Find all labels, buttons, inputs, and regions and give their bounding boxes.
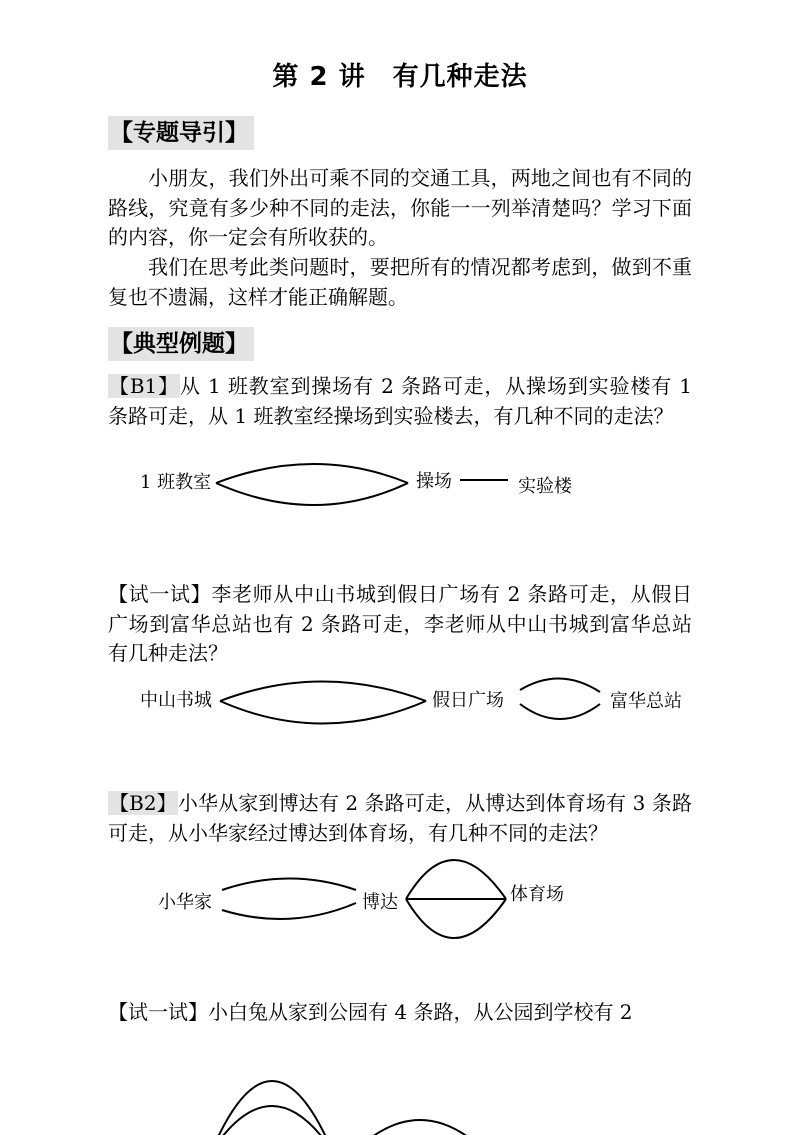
route-line: [406, 860, 506, 899]
place-label-stadium: 体育场: [510, 884, 564, 905]
place-label-xiaohua-home: 小华家: [158, 892, 212, 913]
route-line: [222, 1106, 322, 1135]
route-line: [216, 483, 408, 505]
section-heading-examples: 【典型例题】: [108, 327, 254, 361]
route-line: [222, 879, 356, 891]
problem-tag-try2: 【试一试】: [108, 1000, 208, 1024]
problem-try1-text: 李老师从中山书城到假日广场有 2 条路可走，从假日广场到富华总站也有 2 条路可走，李老师从中山书城到富华总站有几种走法？: [108, 582, 692, 665]
route-diagram-try2-partial: [0, 1055, 800, 1135]
place-label-fuhua-station: 富华总站: [610, 691, 682, 712]
route-line: [406, 899, 506, 938]
route-line: [520, 678, 600, 692]
route-line: [220, 701, 426, 724]
problem-tag-try1: 【试一试】: [108, 582, 212, 606]
problem-try2: [108, 998, 692, 1028]
route-diagram-b2: [0, 855, 800, 950]
intro-paragraph-2: 我们在思考此类问题时，要把所有的情况都考虑到，做到不重复也不遗漏，这样才能正确解题。: [108, 255, 692, 309]
problem-b1: [108, 372, 692, 431]
place-label-boda: 博达: [362, 892, 398, 913]
route-diagram-try1: [0, 668, 800, 738]
route-line: [222, 903, 356, 919]
section-heading-intro: 【专题导引】: [108, 116, 254, 150]
route-diagram-b1: [0, 455, 800, 515]
route-line: [216, 464, 408, 483]
route-line: [520, 704, 600, 719]
problem-try2-text: 小白兔从家到公园有 4 条路，从公园到学校有 2: [208, 1000, 633, 1024]
place-label-holiday-plaza: 假日广场: [432, 690, 504, 711]
problem-tag-b1: 【B1】: [109, 374, 179, 398]
route-line: [372, 1120, 468, 1135]
place-label-classroom: 1 班教室: [140, 472, 212, 493]
intro-paragraph-1: 小朋友，我们外出可乘不同的交通工具，两地之间也有不同的路线，究竟有多少种不同的走法，你能一一列举清楚吗？学习下面的内容，你一定会有所收获的。: [108, 166, 692, 249]
route-line: [220, 682, 426, 702]
place-label-zhongshan-bookstore: 中山书城: [140, 690, 212, 711]
page-title: 第 2 讲 有几种走法: [272, 62, 528, 92]
problem-b2: [108, 789, 692, 848]
route-line: [218, 1081, 326, 1135]
problem-b2-text: 小华从家到博达有 2 条路可走，从博达到体育场有 3 条路可走，从小华家经过博达到体育场，有几种不同的走法？: [108, 791, 692, 845]
place-label-playground: 操场: [416, 471, 452, 492]
place-label-lab-building: 实验楼: [518, 476, 572, 497]
problem-tag-b2: 【B2】: [109, 791, 177, 815]
problem-try1: [108, 580, 692, 669]
problem-b1-text: 从 1 班教室到操场有 2 条路可走，从操场到实验楼有 1 条路可走，从 1 班教室经操场到实验楼去，有几种不同的走法？: [108, 374, 692, 428]
